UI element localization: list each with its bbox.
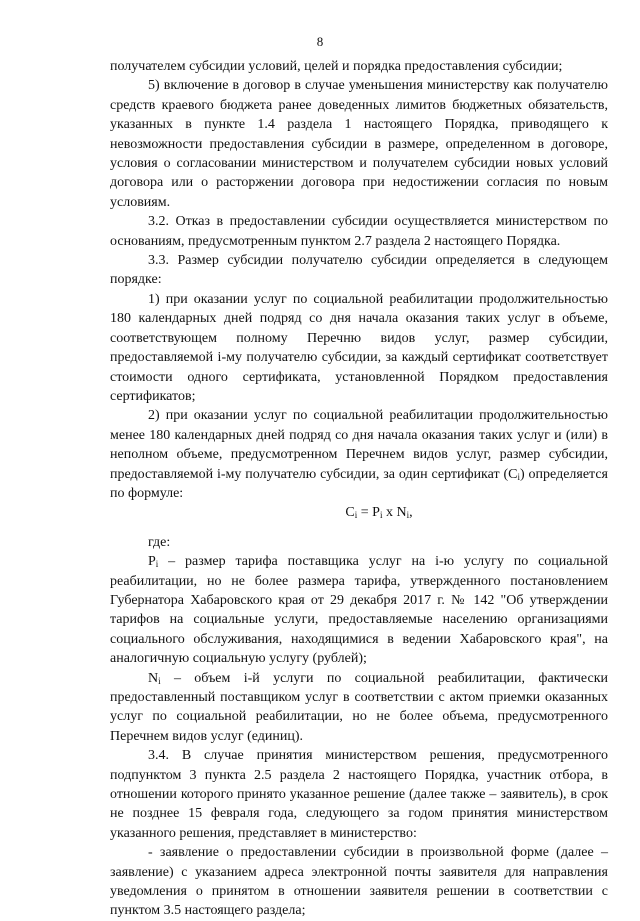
where-label: где: [148, 534, 171, 550]
definition-n: $N_i$ – объем i-й услуги по социальной реабилитации, фактически предоставленный поставщиком услуг в соответствии с актом приемки оказанных услуг по социальной реабилитации, но не более объема, предусмотренного Перечнем видов услуг (единиц). [110, 670, 608, 744]
document-body [110, 57, 608, 921]
paragraph-item-5: 5) включение в договор в случае уменьшения министерству как получателю средств краевого бюджета ранее доведенных лимитов бюджетных обязательств, указанных в пункте 1.4 раздела 1 настоящего Порядка, приводящего к невозможности предоставления субсидии в размере, определенном в договоре, условия о согласовании министерством и получателем субсидии новых условий договора или о расторжении договора при недостижении согласия по новым условиям. [110, 78, 608, 210]
paragraph-item-2: 2) при оказании услуг по социальной реабилитации продолжительностью менее 180 календарных дней подряд со дня начала оказания таких услуг и (или) в неполном объеме, предусмотренном Перечнем видов услуг, размер субсидии, предоставляемой i-му получателю субсидии, за один сертификат $(C_i)$ определяется по формуле: [110, 408, 608, 501]
definition-p: $P_i$ – размер тарифа поставщика услуг на i-ю услугу по социальной реабилитации, но не более размера тарифа, утвержденного постановлением Губернатора Хабаровского края от 29 декабря 2017 г. № 142 "Об утверждении тарифов на социальные услуги, предоставляемые населению организациями социального обслуживания, находящимися в ведении Хабаровского края", на аналогичную социальную услугу (рублей); [110, 554, 608, 667]
paragraph-3-3: 3.3. Размер субсидии получателю субсидии определяется в следующем порядке: [110, 253, 608, 288]
page-number: 8 [316, 34, 324, 49]
paragraph-3-4: 3.4. В случае принятия министерством решения, предусмотренного подпунктом 3 пункта 2.5 раздела 2 настоящего Порядка, участник отбора, в отношении которого принято указанное решение (далее также – заявитель), в срок не позднее 15 февраля года, следующего за годом принятия министерством указанного решения, представляет в министерство: [110, 748, 608, 841]
formula: $C_i = P_i$ x $N_i$, [345, 505, 413, 521]
paragraph-continuation: получателем субсидии условий, целей и порядка предоставления субсидии; [110, 59, 563, 74]
paragraph-application: - заявление о предоставлении субсидии в произвольной форме (далее – заявление) с указанием адреса электронной почты заявителя для направления уведомления о принятом в отношении заявителя решении в соответствии с пунктом 3.5 настоящего раздела; [110, 845, 608, 919]
paragraph-item-1: 1) при оказании услуг по социальной реабилитации продолжительностью 180 календарных дней подряд со дня начала оказания таких услуг в объеме, соответствующем полному Перечню видов услуг, размер субсидии, предоставляемой i-му получателю субсидии, за каждый сертификат соответствует стоимости одного сертификата, установленной Порядком предоставления сертификатов; [110, 291, 608, 404]
paragraph-3-2: 3.2. Отказ в предоставлении субсидии осуществляется министерством по основаниям, предусмотренным пунктом 2.7 раздела 2 настоящего Порядка. [110, 214, 608, 249]
